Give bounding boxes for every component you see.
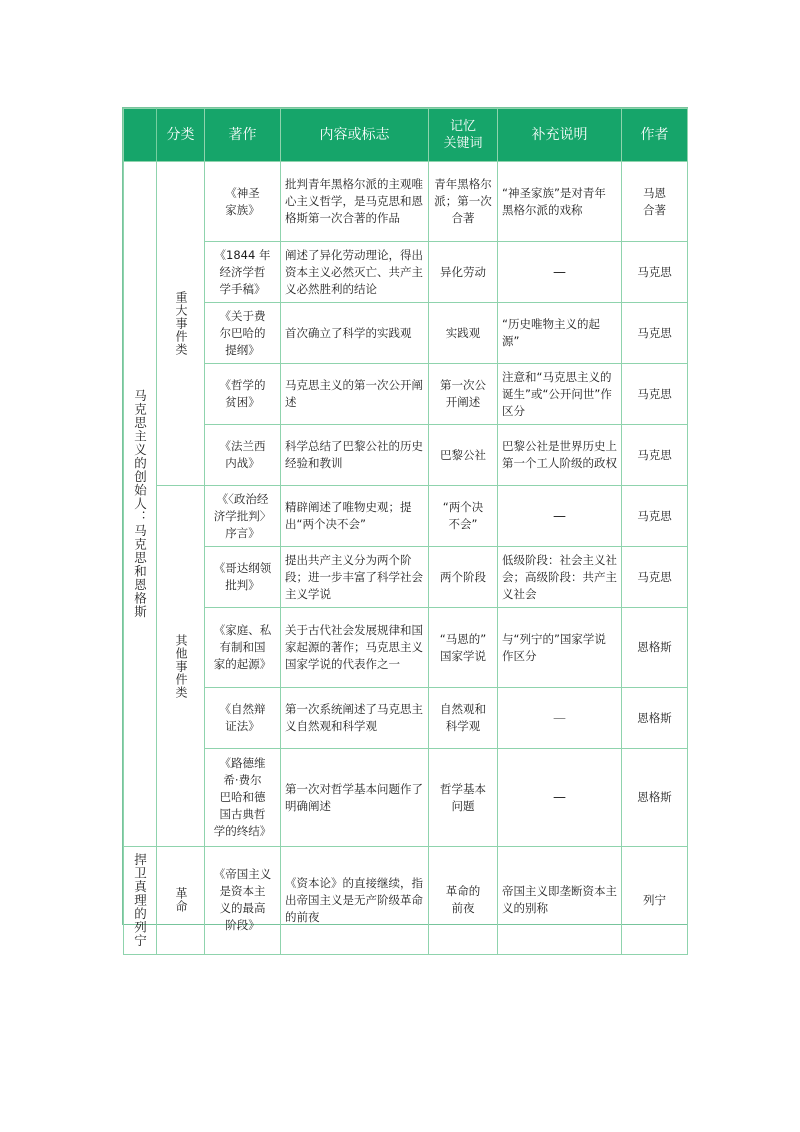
- subgroup-other: 其他事件类: [157, 486, 205, 847]
- author-cell: 恩格斯: [622, 608, 688, 688]
- content-cell: 马克思主义的第一次公开阐述: [281, 364, 429, 425]
- subgroup-major: 重大事件类: [157, 162, 205, 486]
- author-cell: 马克思: [622, 364, 688, 425]
- note-cell: 注意和“马克思主义的诞生”或“公开问世”作区分: [498, 364, 622, 425]
- content-cell: 提出共产主义分为两个阶段；进一步丰富了科学社会主义学说: [281, 547, 429, 608]
- group-lenin: 捍卫真理的列宁: [124, 847, 157, 955]
- work-cell: 《关于费 尔巴哈的 提纲》: [205, 303, 281, 364]
- note-cell: 帝国主义即垄断资本主义的别称: [498, 847, 622, 955]
- author-cell: 恩格斯: [622, 749, 688, 847]
- header-category: 分类: [157, 109, 205, 162]
- author-cell: 列宁: [622, 847, 688, 955]
- subgroup-revolution: 革命: [157, 847, 205, 955]
- table-row: [124, 242, 688, 303]
- author-cell: 马克思: [622, 547, 688, 608]
- author-cell: 马克思: [622, 486, 688, 547]
- keyword-cell: 实践观: [429, 303, 498, 364]
- content-cell: 《资本论》的直接继续，指出帝国主义是无产阶级革命的前夜: [281, 847, 429, 955]
- note-cell: “历史唯物主义的起源”: [498, 303, 622, 364]
- table-row: [124, 688, 688, 749]
- note-cell: —: [498, 688, 622, 749]
- header-content: 内容或标志: [281, 109, 429, 162]
- content-cell: 科学总结了巴黎公社的历史经验和教训: [281, 425, 429, 486]
- author-cell: 马克思: [622, 303, 688, 364]
- keyword-cell: 巴黎公社: [429, 425, 498, 486]
- note-cell: “神圣家族”是对青年黑格尔派的戏称: [498, 162, 622, 242]
- content-cell: 关于古代社会发展规律和国家起源的著作；马克思主义国家学说的代表作之一: [281, 608, 429, 688]
- knowledge-table-panel: [122, 107, 688, 948]
- content-cell: 精辟阐述了唯物史观；提出“两个决不会”: [281, 486, 429, 547]
- header-keyword: 记忆 关键词: [429, 109, 498, 162]
- table-row: [124, 847, 688, 955]
- table-header-row: [124, 109, 688, 162]
- content-cell: 首次确立了科学的实践观: [281, 303, 429, 364]
- table-row: [124, 486, 688, 547]
- author-cell: 马恩 合著: [622, 162, 688, 242]
- content-cell: 第一次系统阐述了马克思主义自然观和科学观: [281, 688, 429, 749]
- header-author: 作者: [622, 109, 688, 162]
- group-founders: 马克思主义的创始人：马克思和恩格斯: [124, 162, 157, 847]
- note-cell: —: [498, 749, 622, 847]
- author-cell: 马克思: [622, 425, 688, 486]
- work-cell: 《帝国主义 是资本主 义的最高 阶段》: [205, 847, 281, 955]
- note-cell: 低级阶段：社会主义社会；高级阶段：共产主义社会: [498, 547, 622, 608]
- table-row: [124, 303, 688, 364]
- work-cell: 《〈政治经 济学批判〉 序言》: [205, 486, 281, 547]
- table-row: [124, 162, 688, 242]
- note-cell: 巴黎公社是世界历史上第一个工人阶级的政权: [498, 425, 622, 486]
- table-row: [124, 608, 688, 688]
- content-cell: 阐述了异化劳动理论，得出资本主义必然灭亡、共产主义必然胜利的结论: [281, 242, 429, 303]
- note-cell: 与“列宁的”国家学说作区分: [498, 608, 622, 688]
- work-cell: 《路德维 希·费尔 巴哈和德 国古典哲 学的终结》: [205, 749, 281, 847]
- table-row: [124, 364, 688, 425]
- author-cell: 恩格斯: [622, 688, 688, 749]
- note-cell: —: [498, 242, 622, 303]
- keyword-cell: 哲学基本 问题: [429, 749, 498, 847]
- note-cell: —: [498, 486, 622, 547]
- table-row: [124, 425, 688, 486]
- keyword-cell: 青年黑格尔派；第一次合著: [429, 162, 498, 242]
- header-blank: [124, 109, 157, 162]
- table-row: [124, 547, 688, 608]
- work-cell: 《哲学的 贫困》: [205, 364, 281, 425]
- keyword-cell: “马恩的” 国家学说: [429, 608, 498, 688]
- work-cell: 《法兰西 内战》: [205, 425, 281, 486]
- work-cell: 《神圣 家族》: [205, 162, 281, 242]
- content-cell: 批判青年黑格尔派的主观唯心主义哲学，是马克思和恩格斯第一次合著的作品: [281, 162, 429, 242]
- author-cell: 马克思: [622, 242, 688, 303]
- work-cell: 《家庭、私 有制和国 家的起源》: [205, 608, 281, 688]
- table-row: [124, 749, 688, 847]
- keyword-cell: 异化劳动: [429, 242, 498, 303]
- header-note: 补充说明: [498, 109, 622, 162]
- work-cell: 《哥达纲领 批判》: [205, 547, 281, 608]
- keyword-cell: 两个阶段: [429, 547, 498, 608]
- work-cell: 《自然辩 证法》: [205, 688, 281, 749]
- keyword-cell: 自然观和 科学观: [429, 688, 498, 749]
- keyword-cell: 第一次公 开阐述: [429, 364, 498, 425]
- content-cell: 第一次对哲学基本问题作了明确阐述: [281, 749, 429, 847]
- work-cell: 《1844 年 经济学哲 学手稿》: [205, 242, 281, 303]
- header-work: 著作: [205, 109, 281, 162]
- keyword-cell: “两个决 不会”: [429, 486, 498, 547]
- keyword-cell: 革命的 前夜: [429, 847, 498, 955]
- works-table: [123, 108, 688, 955]
